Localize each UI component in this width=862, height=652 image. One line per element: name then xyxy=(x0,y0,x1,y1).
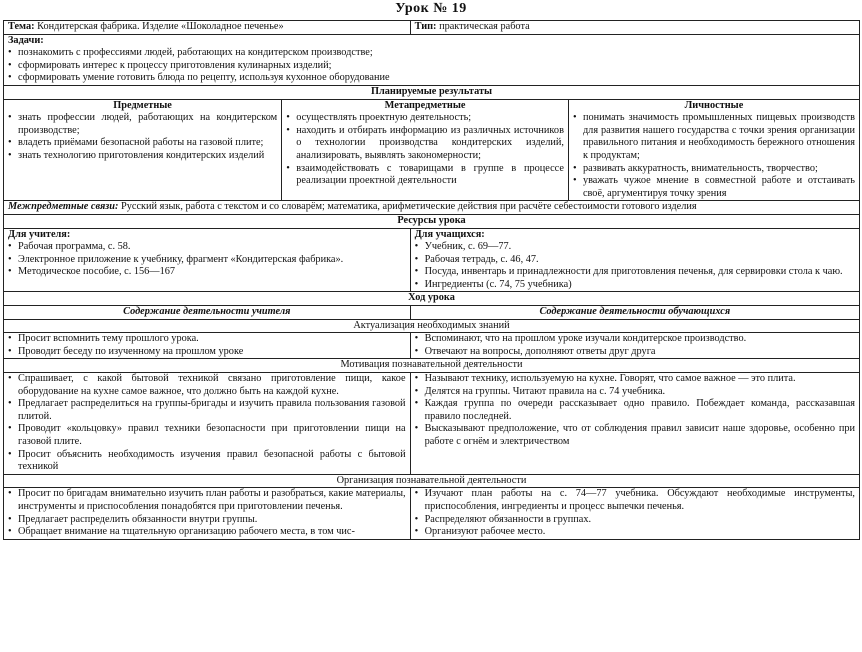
list-item: • знать профессии людей, работающих на кондитерском производстве; xyxy=(8,112,277,137)
list-item: • Предлагает распределить обязанности внутри группы. xyxy=(8,514,406,527)
header-row xyxy=(4,21,860,35)
links-text: Русский язык, работа с текстом и со словарём; математика, арифметические действия при расчёте себестоимости готового изделия xyxy=(118,201,697,213)
course-heading-row xyxy=(4,292,860,306)
resources-row xyxy=(4,228,860,292)
stage-heading-row xyxy=(4,319,860,333)
stage-row xyxy=(4,488,860,539)
lesson-plan-table xyxy=(3,20,860,540)
stage-students-list xyxy=(415,488,855,538)
stage-heading: Организация познавательной деятельности xyxy=(4,474,860,488)
topic-label: Тема: xyxy=(8,21,35,32)
tasks-list xyxy=(8,47,855,85)
stage-heading-row xyxy=(4,474,860,488)
resources-heading-row xyxy=(4,214,860,228)
list-item: • Спрашивает, с какой бытовой техникой связано приготовление пищи, какое оборудование на кухне самое важное, что должно быть на каждой кухне. xyxy=(8,373,406,398)
list-item: • Методическое пособие, с. 156—167 xyxy=(8,266,406,279)
teacher-resources-label: Для учителя: xyxy=(8,228,71,240)
list-item: • Организуют рабочее место. xyxy=(415,526,855,539)
type-cell xyxy=(410,21,859,35)
list-item: • Делятся на группы. Читают правила на с. 74 учебника. xyxy=(415,386,855,399)
list-item: • владеть приёмами безопасной работы на газовой плите; xyxy=(8,137,277,150)
list-item: • понимать значимость промышленных пищевых производств для развития нашего государства с точки зрения организации правильного питания и необходимость бережного отношения к продуктам; xyxy=(573,112,855,162)
list-item: • Просит вспомнить тему прошлого урока. xyxy=(8,333,406,346)
personal-results-heading: Личностные xyxy=(684,99,744,111)
tasks-row xyxy=(4,34,860,85)
links-label: Межпредметные связи: xyxy=(8,201,119,213)
stage-students-cell xyxy=(410,333,859,359)
list-item: • Предлагает распределиться на группы-бригады и изучить правила пользования газовой плитой. xyxy=(8,398,406,423)
list-item: • Проводит беседу по изученному на прошлом уроке xyxy=(8,346,406,359)
list-item: • Распределяют обязанности в группах. xyxy=(415,514,855,527)
subject-results-heading: Предметные xyxy=(113,99,172,111)
teacher-resources-cell xyxy=(4,228,411,292)
course-columns-row xyxy=(4,306,860,320)
topic-cell xyxy=(4,21,411,35)
list-item: • Каждая группа по очереди рассказывает одно правило. Побеждает команда, рассказавшая правило последней. xyxy=(415,398,855,423)
list-item: • Просит объяснить необходимость изучения правил безопасной работы с бытовой техникой xyxy=(8,449,406,474)
list-item: • Рабочая программа, с. 58. xyxy=(8,241,406,254)
teacher-column-heading: Содержание деятельности учителя xyxy=(4,306,411,320)
list-item: • Называют технику, используемую на кухне. Говорят, что самое важное — это плита. xyxy=(415,373,855,386)
results-row xyxy=(4,99,860,201)
stage-teacher-list xyxy=(8,333,406,358)
list-item: • познакомить с профессиями людей, работающих на кондитерском производстве; xyxy=(8,47,855,60)
list-item: • Вспоминают, что на прошлом уроке изучали кондитерское производство. xyxy=(415,333,855,346)
type-label: Тип: xyxy=(414,21,437,32)
personal-results-cell xyxy=(568,99,859,201)
meta-results-heading: Метапредметные xyxy=(384,99,466,111)
links-cell xyxy=(4,201,860,215)
list-item: • Высказывают предположение, что от соблюдения правил зависит наше здоровье, особенно при работе с огнём и электричеством xyxy=(415,423,855,448)
results-heading: Планируемые результаты xyxy=(4,85,860,99)
stage-students-cell xyxy=(410,373,859,475)
tasks-label: Задачи: xyxy=(8,34,44,46)
stage-heading: Актуализация необходимых знаний xyxy=(4,319,860,333)
list-item: • сформировать умение готовить блюда по рецепту, используя кухонное оборудование xyxy=(8,72,855,85)
teacher-resources-list xyxy=(8,241,406,279)
stage-heading-row xyxy=(4,359,860,373)
course-heading: Ход урока xyxy=(4,292,860,306)
links-row xyxy=(4,201,860,215)
stage-teacher-cell xyxy=(4,333,411,359)
stage-teacher-list xyxy=(8,488,406,538)
stage-heading: Мотивация познавательной деятельности xyxy=(4,359,860,373)
subject-results-cell xyxy=(4,99,282,201)
resources-heading: Ресурсы урока xyxy=(4,214,860,228)
meta-results-cell xyxy=(282,99,569,201)
tasks-cell xyxy=(4,34,860,85)
list-item: • Ингредиенты (с. 74, 75 учебника) xyxy=(415,279,855,292)
student-resources-list xyxy=(415,241,855,291)
list-item: • Посуда, инвентарь и принадлежности для приготовления печенья, для сервировки стола к чаю. xyxy=(415,266,855,279)
list-item: • взаимодействовать с товарищами в группе в процессе реализации проектной деятельности xyxy=(286,163,564,188)
personal-results-list xyxy=(573,112,855,200)
list-item: • сформировать интерес к процессу приготовления кулинарных изделий; xyxy=(8,60,855,73)
list-item: • Рабочая тетрадь, с. 46, 47. xyxy=(415,254,855,267)
list-item: • находить и отбирать информацию из различных источников о технологии производства кондитерских изделий, анализировать, выявлять закономерности; xyxy=(286,125,564,163)
subject-results-list xyxy=(8,112,277,162)
list-item: • Просит по бригадам внимательно изучить план работы и разобраться, какие материалы, инструменты и приспособления понадобятся при приготовлении печенья. xyxy=(8,488,406,513)
list-item: • осуществлять проектную деятельность; xyxy=(286,112,564,125)
list-item: • знать технологию приготовления кондитерских изделий xyxy=(8,150,277,163)
stage-row xyxy=(4,373,860,475)
list-item: • развивать аккуратность, внимательность, творчество; xyxy=(573,163,855,176)
lesson-title: Урок № 19 xyxy=(395,1,467,16)
stage-students-list xyxy=(415,333,855,358)
list-item: • Отвечают на вопросы, дополняют ответы друг друга xyxy=(415,346,855,359)
type-value: практическая работа xyxy=(439,21,530,32)
students-column-heading: Содержание деятельности обучающихся xyxy=(410,306,859,320)
list-item: • Электронное приложение к учебнику, фрагмент «Кондитерская фабрика». xyxy=(8,254,406,267)
results-heading-row xyxy=(4,85,860,99)
topic-value: Кондитерская фабрика. Изделие «Шоколадное печенье» xyxy=(37,21,284,32)
stage-teacher-list xyxy=(8,373,406,474)
stage-row xyxy=(4,333,860,359)
list-item: • уважать чужое мнение в совместной работе и отстаивать своё, аргументируя точку зрения xyxy=(573,175,855,200)
stage-teacher-cell xyxy=(4,488,411,539)
list-item: • Обращает внимание на тщательную организацию рабочего места, в том чис- xyxy=(8,526,406,539)
stage-teacher-cell xyxy=(4,373,411,475)
meta-results-list xyxy=(286,112,564,188)
list-item: • Учебник, с. 69—77. xyxy=(415,241,855,254)
stage-students-cell xyxy=(410,488,859,539)
list-item: • Проводит «кольцовку» правил техники безопасности при приготовлении пищи на газовой плите. xyxy=(8,423,406,448)
student-resources-cell xyxy=(410,228,859,292)
student-resources-label: Для учащихся: xyxy=(414,228,485,240)
list-item: • Изучают план работы на с. 74—77 учебника. Обсуждают необходимые инструменты, приспособления, ингредиенты и процесс выпечки печенья. xyxy=(415,488,855,513)
stage-students-list xyxy=(415,373,855,449)
